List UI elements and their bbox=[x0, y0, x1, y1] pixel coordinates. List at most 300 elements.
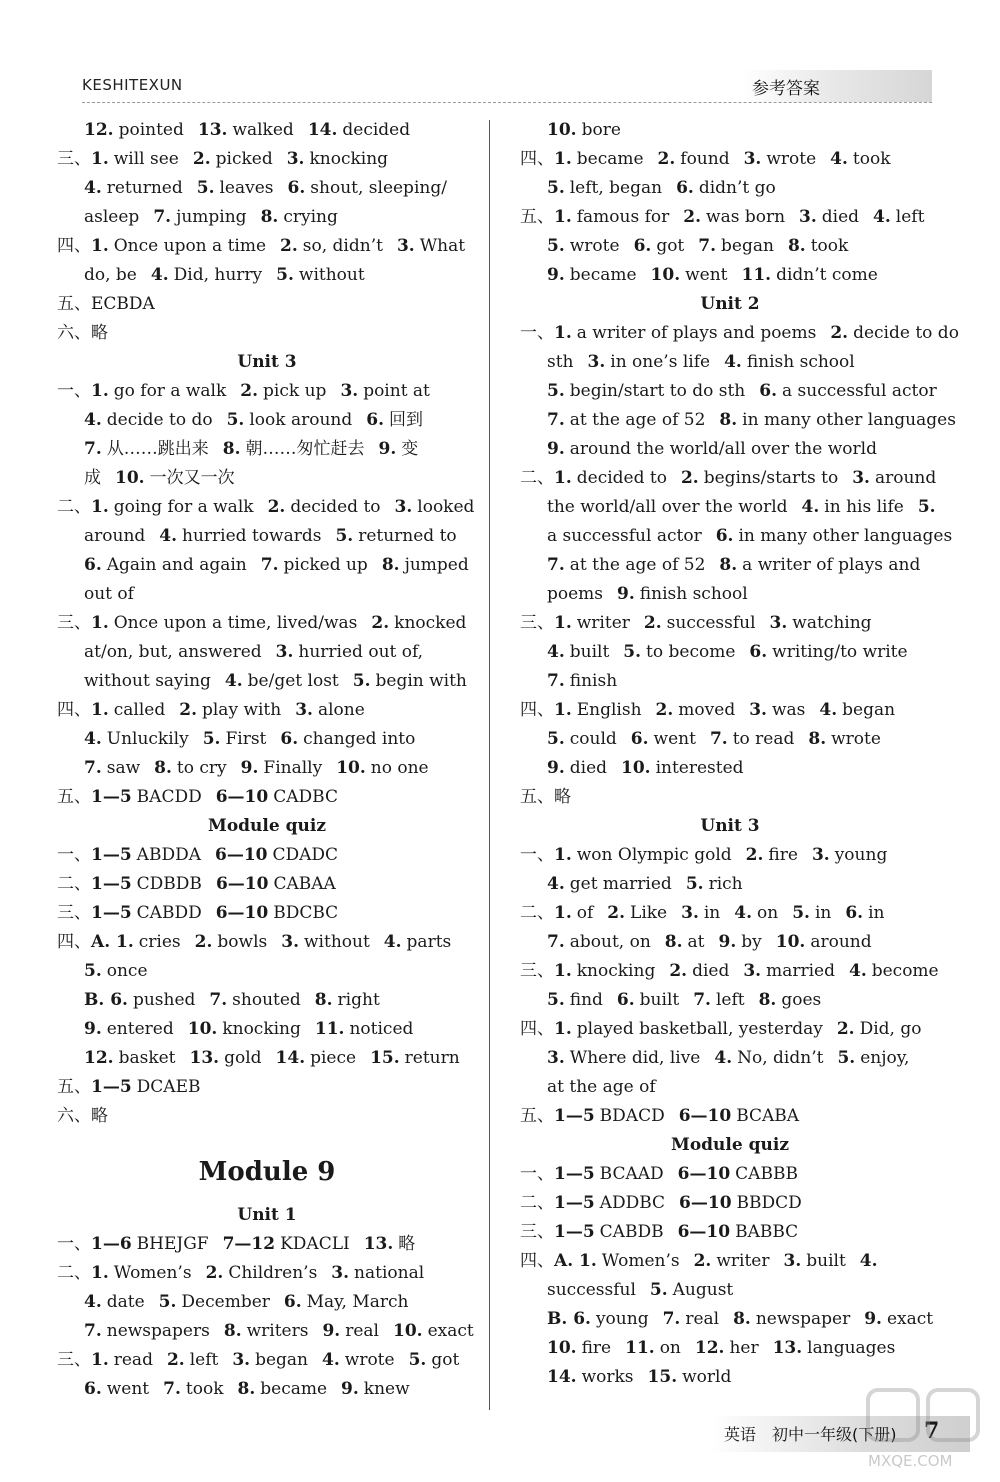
answer-text: took bbox=[810, 236, 849, 256]
answer-item bbox=[547, 236, 620, 256]
answer-text: writer bbox=[716, 1251, 770, 1271]
answer-item bbox=[547, 1048, 700, 1068]
answer-item bbox=[812, 845, 887, 865]
answer-number: 4. bbox=[159, 526, 178, 546]
answer-text: on bbox=[757, 903, 779, 923]
answer-item bbox=[799, 207, 859, 227]
answer-item bbox=[830, 149, 890, 169]
answer-number: 5. bbox=[547, 178, 565, 198]
answer-line bbox=[520, 957, 940, 986]
answer-number: 8. bbox=[223, 1321, 242, 1341]
answer-text: Women’s bbox=[601, 1251, 680, 1271]
answer-text: was born bbox=[706, 207, 786, 227]
answer-number: 6. bbox=[630, 729, 649, 749]
section-marker: 二、 bbox=[520, 468, 554, 488]
answer-text: point at bbox=[363, 381, 430, 401]
answer-text: CDADC bbox=[272, 845, 339, 865]
answer-text: left, began bbox=[569, 178, 663, 198]
answer-line bbox=[57, 1346, 477, 1375]
answer-text: went bbox=[106, 1379, 150, 1399]
answer-number: 5. bbox=[623, 642, 642, 662]
answer-line bbox=[57, 783, 477, 812]
answer-text: Again and again bbox=[106, 555, 247, 575]
answer-item bbox=[91, 1077, 201, 1097]
answer-line bbox=[57, 145, 477, 174]
answer-item bbox=[215, 845, 338, 865]
answer-item bbox=[679, 1193, 802, 1213]
answer-line bbox=[57, 667, 477, 696]
answer-item bbox=[650, 1280, 733, 1300]
answer-number: 4. bbox=[714, 1048, 733, 1068]
answer-item bbox=[554, 903, 593, 923]
answer-text: enjoy, bbox=[860, 1048, 910, 1068]
answer-text: languages bbox=[807, 1338, 896, 1358]
answer-item bbox=[284, 1292, 409, 1312]
answer-line bbox=[520, 1073, 940, 1102]
answer-item bbox=[223, 1234, 350, 1254]
answer-item bbox=[547, 526, 702, 546]
answer-number: 1. bbox=[91, 381, 109, 401]
section-marker: 五、 bbox=[520, 1106, 554, 1126]
answer-text: First bbox=[225, 729, 267, 749]
answer-text: young bbox=[595, 1309, 649, 1329]
answer-item bbox=[547, 729, 617, 749]
answer-number: 3. bbox=[281, 932, 299, 952]
answer-item bbox=[631, 729, 696, 749]
answer-text: wrote bbox=[344, 1350, 395, 1370]
answer-text: ABDDA bbox=[136, 845, 201, 865]
answer-text: knocking bbox=[309, 149, 389, 169]
answer-item bbox=[694, 1251, 770, 1271]
answer-number: 2. bbox=[607, 903, 626, 923]
answer-item bbox=[84, 729, 189, 749]
answer-item bbox=[710, 729, 794, 749]
answer-item bbox=[554, 468, 667, 488]
answer-text: play with bbox=[201, 700, 282, 720]
answer-text: to cry bbox=[176, 758, 227, 778]
answer-item bbox=[554, 1164, 664, 1184]
section-marker: 三、 bbox=[57, 903, 91, 923]
answer-text: at bbox=[687, 932, 705, 952]
answer-text: 成 bbox=[84, 468, 101, 488]
answer-item bbox=[808, 729, 881, 749]
answer-item bbox=[84, 468, 101, 488]
answer-line bbox=[57, 580, 477, 609]
answer-line bbox=[57, 174, 477, 203]
answer-number: 6—10 bbox=[679, 1193, 732, 1213]
answer-number: 1—5 bbox=[554, 1193, 595, 1213]
section-marker: 五、 bbox=[520, 787, 554, 807]
answer-number: 1. bbox=[91, 149, 109, 169]
answer-text: entered bbox=[106, 1019, 174, 1039]
answer-item bbox=[547, 1367, 634, 1387]
answer-text: played basketball, yesterday bbox=[576, 1019, 823, 1039]
answer-item bbox=[366, 410, 423, 430]
answer-item bbox=[216, 874, 336, 894]
answer-text: asleep bbox=[84, 207, 140, 227]
answer-item bbox=[91, 294, 155, 314]
answer-item bbox=[547, 265, 637, 285]
column-divider bbox=[489, 120, 490, 1410]
answer-item bbox=[84, 120, 184, 140]
answer-text: English bbox=[576, 700, 642, 720]
answer-text: going for a walk bbox=[113, 497, 254, 517]
answer-item bbox=[91, 874, 202, 894]
answer-item bbox=[554, 613, 630, 633]
answer-text: took bbox=[852, 149, 891, 169]
answer-text: 一次又一次 bbox=[149, 468, 235, 488]
section-marker: 一、 bbox=[57, 845, 91, 865]
answer-item bbox=[163, 1379, 223, 1399]
answer-item bbox=[830, 323, 959, 343]
answer-text: watching bbox=[792, 613, 872, 633]
answer-item bbox=[698, 236, 774, 256]
answer-item bbox=[206, 1263, 318, 1283]
answer-text: read bbox=[113, 1350, 153, 1370]
answer-text: begin/start to do sth bbox=[569, 381, 746, 401]
answer-number: 2. bbox=[657, 149, 676, 169]
answer-item bbox=[84, 584, 134, 604]
answer-number: 1. bbox=[554, 961, 572, 981]
answer-item bbox=[547, 758, 607, 778]
answer-number: 5. bbox=[547, 381, 565, 401]
section-marker: 五、 bbox=[57, 787, 91, 807]
answer-item bbox=[261, 207, 338, 227]
answer-number: 3. bbox=[340, 381, 359, 401]
page-header bbox=[82, 70, 932, 103]
answer-text: a writer of plays and poems bbox=[576, 323, 817, 343]
answer-number: 4. bbox=[224, 671, 243, 691]
answer-text: Once upon a time, lived/was bbox=[113, 613, 358, 633]
answer-item bbox=[686, 874, 743, 894]
answer-text: ECBDA bbox=[91, 294, 155, 314]
answer-text: decided to bbox=[290, 497, 381, 517]
section-marker: 二、 bbox=[57, 497, 91, 517]
answer-text: go for a walk bbox=[113, 381, 227, 401]
answer-line bbox=[520, 261, 940, 290]
answer-item bbox=[159, 526, 321, 546]
answer-line bbox=[57, 870, 477, 899]
answer-line bbox=[57, 725, 477, 754]
answer-number: 7. bbox=[260, 555, 279, 575]
answer-item bbox=[693, 990, 744, 1010]
section-marker: 四、 bbox=[57, 932, 91, 952]
section-heading: Unit 2 bbox=[700, 294, 760, 314]
answer-number: 1—5 bbox=[91, 1077, 132, 1097]
answer-item bbox=[678, 1222, 799, 1242]
answer-number: 5. bbox=[276, 265, 294, 285]
answer-line bbox=[520, 319, 959, 348]
section-heading: Module quiz bbox=[208, 816, 326, 836]
answer-item bbox=[783, 1251, 845, 1271]
answer-text: exact bbox=[427, 1321, 474, 1341]
answer-item bbox=[554, 1106, 665, 1126]
answer-item bbox=[340, 381, 429, 401]
answer-number: 5. bbox=[226, 410, 245, 430]
answer-item bbox=[84, 207, 139, 227]
answer-line bbox=[520, 841, 940, 870]
answer-item bbox=[547, 120, 621, 140]
answer-number: 3. bbox=[783, 1251, 802, 1271]
answer-item bbox=[873, 207, 924, 227]
answer-text: right bbox=[337, 990, 380, 1010]
answer-text: Did, hurry bbox=[173, 265, 263, 285]
answer-item bbox=[744, 149, 817, 169]
answer-number: 11. bbox=[741, 265, 772, 285]
answer-line bbox=[57, 928, 477, 957]
answer-item bbox=[91, 149, 179, 169]
answer-text: writing/to write bbox=[772, 642, 908, 662]
answer-number: 7. bbox=[84, 439, 102, 459]
section-heading: Module quiz bbox=[671, 1135, 789, 1155]
answer-number: 8. bbox=[314, 990, 333, 1010]
answer-number: 6—10 bbox=[214, 845, 268, 865]
answer-text: knocking bbox=[576, 961, 656, 981]
answer-number: 6. bbox=[633, 236, 652, 256]
answer-number: 1—5 bbox=[554, 1106, 595, 1126]
answer-text: of bbox=[576, 903, 594, 923]
answer-number: 8. bbox=[719, 410, 738, 430]
answer-item bbox=[554, 1251, 680, 1271]
answer-number: 6—10 bbox=[215, 787, 269, 807]
answer-item bbox=[203, 729, 267, 749]
answer-text: died bbox=[692, 961, 730, 981]
answer-item bbox=[554, 787, 571, 807]
answer-number: 7. bbox=[547, 671, 565, 691]
answer-item bbox=[84, 1379, 149, 1399]
answer-item bbox=[268, 497, 381, 517]
answer-text: writers bbox=[246, 1321, 309, 1341]
answer-number: 9. bbox=[547, 758, 565, 778]
answer-item bbox=[547, 584, 603, 604]
answer-number: 2. bbox=[655, 700, 674, 720]
answer-number: 9. bbox=[617, 584, 635, 604]
answer-number: 8. bbox=[787, 236, 806, 256]
answer-text: in one’s life bbox=[610, 352, 711, 372]
answer-line bbox=[57, 377, 477, 406]
answer-text: piece bbox=[310, 1048, 357, 1068]
answer-item bbox=[315, 990, 380, 1010]
section-marker: 三、 bbox=[57, 149, 91, 169]
answer-line bbox=[520, 1305, 940, 1334]
answer-text: look around bbox=[249, 410, 353, 430]
answer-number: 6. bbox=[759, 381, 777, 401]
answer-line bbox=[57, 1288, 477, 1317]
answer-text: Like bbox=[630, 903, 668, 923]
answer-item bbox=[84, 642, 262, 662]
section-heading: Unit 3 bbox=[237, 352, 297, 372]
answer-number: 7. bbox=[662, 1309, 681, 1329]
answer-text: alone bbox=[317, 700, 365, 720]
answer-number: 2. bbox=[192, 149, 211, 169]
answer-item bbox=[216, 787, 338, 807]
answer-item bbox=[238, 1379, 328, 1399]
answer-text: What bbox=[419, 236, 466, 256]
answer-text: so, didn’t bbox=[302, 236, 383, 256]
answer-number: 10. bbox=[547, 120, 577, 140]
answer-text: changed into bbox=[303, 729, 416, 749]
answer-text: her bbox=[729, 1338, 759, 1358]
answer-text: went bbox=[653, 729, 696, 749]
answer-text: decide to do bbox=[853, 323, 959, 343]
answer-item bbox=[802, 497, 904, 517]
answer-number: 13. bbox=[197, 120, 228, 140]
answer-line bbox=[520, 1160, 940, 1189]
answer-text: moved bbox=[678, 700, 736, 720]
answer-text: in bbox=[814, 903, 832, 923]
answer-text: CADBC bbox=[273, 787, 338, 807]
answer-number: 4. bbox=[873, 207, 891, 227]
answer-text: without bbox=[304, 932, 370, 952]
answer-number: 4. bbox=[801, 497, 820, 517]
answer-item bbox=[547, 381, 745, 401]
answer-item bbox=[153, 207, 246, 227]
answer-number: 1. bbox=[91, 700, 109, 720]
answer-item bbox=[644, 613, 756, 633]
answer-line bbox=[520, 232, 940, 261]
answer-number: 9. bbox=[341, 1379, 359, 1399]
answer-text: pushed bbox=[132, 990, 196, 1010]
answer-text: began bbox=[255, 1350, 309, 1370]
answer-item bbox=[91, 497, 254, 517]
answer-text: wrote bbox=[766, 149, 817, 169]
answer-number: 7. bbox=[163, 1379, 181, 1399]
answer-item bbox=[746, 845, 798, 865]
answer-item bbox=[695, 1338, 759, 1358]
answer-item bbox=[547, 932, 651, 952]
answer-text: BDCBC bbox=[273, 903, 339, 923]
answer-number: 5. bbox=[547, 729, 565, 749]
answer-number: 3. bbox=[769, 613, 788, 633]
answer-item bbox=[84, 178, 183, 198]
answer-number: 4. bbox=[84, 729, 102, 749]
answer-number: 4. bbox=[150, 265, 169, 285]
answer-text: a writer of plays and bbox=[742, 555, 921, 575]
answer-text: won Olympic gold bbox=[576, 845, 732, 865]
answer-line bbox=[520, 1247, 940, 1276]
answer-number: 2. bbox=[194, 932, 213, 952]
answer-item bbox=[547, 439, 877, 459]
answer-item bbox=[197, 178, 274, 198]
section-marker: 五、 bbox=[520, 207, 554, 227]
answer-line bbox=[57, 406, 477, 435]
answer-text: Where did, live bbox=[569, 1048, 701, 1068]
answer-item bbox=[154, 758, 226, 778]
answer-item bbox=[335, 526, 456, 546]
section-marker: 一、 bbox=[520, 1164, 554, 1184]
answer-number: 4. bbox=[322, 1350, 340, 1370]
answer-text: became bbox=[260, 1379, 328, 1399]
answer-text: will see bbox=[113, 149, 179, 169]
answer-number: 6—10 bbox=[215, 874, 269, 894]
answer-number: 14. bbox=[307, 120, 338, 140]
answer-text: finish bbox=[569, 671, 618, 691]
answer-text: national bbox=[354, 1263, 425, 1283]
answer-line bbox=[57, 696, 477, 725]
answer-line bbox=[520, 667, 940, 696]
answer-number: 1. bbox=[554, 323, 572, 343]
section-marker: 三、 bbox=[520, 613, 554, 633]
answer-number: 10. bbox=[650, 265, 681, 285]
section-marker: 五、 bbox=[57, 294, 91, 314]
answer-text: CABAA bbox=[273, 874, 336, 894]
answer-text: decided to bbox=[576, 468, 667, 488]
answer-item bbox=[554, 149, 644, 169]
answer-item bbox=[216, 903, 338, 923]
answer-line bbox=[520, 348, 940, 377]
answer-line bbox=[57, 522, 477, 551]
answer-number: B. 6. bbox=[84, 990, 128, 1010]
answer-item bbox=[384, 932, 451, 952]
answer-text: finish school bbox=[746, 352, 855, 372]
answer-text: CABBB bbox=[735, 1164, 798, 1184]
answer-item bbox=[852, 468, 936, 488]
answer-item bbox=[547, 1077, 656, 1097]
answer-text: at the age of bbox=[547, 1077, 656, 1097]
answer-text: fire bbox=[581, 1338, 612, 1358]
answer-text: goes bbox=[781, 990, 822, 1010]
answer-text: without bbox=[298, 265, 365, 285]
header-title-bar bbox=[742, 70, 932, 102]
answer-number: 8. bbox=[719, 555, 738, 575]
answer-line bbox=[57, 1102, 477, 1131]
header-title: 参考答案 bbox=[752, 79, 820, 99]
answer-text: shout, sleeping/ bbox=[310, 178, 447, 198]
answer-text: BCABA bbox=[736, 1106, 800, 1126]
answer-number: 8. bbox=[664, 932, 683, 952]
answer-item bbox=[759, 381, 936, 401]
answer-text: basket bbox=[118, 1048, 176, 1068]
answer-text: left bbox=[895, 207, 925, 227]
answer-number: 4. bbox=[734, 903, 753, 923]
section-marker: 三、 bbox=[520, 1222, 554, 1242]
answer-item bbox=[227, 410, 353, 430]
answer-item bbox=[554, 961, 655, 981]
answer-number: 7. bbox=[547, 410, 565, 430]
answer-text: around bbox=[810, 932, 872, 952]
answer-number: 3. bbox=[286, 149, 305, 169]
answer-item bbox=[607, 903, 667, 923]
answer-line bbox=[57, 638, 477, 667]
answer-number: 2. bbox=[179, 700, 197, 720]
answer-text: knocked bbox=[394, 613, 467, 633]
answer-item bbox=[84, 439, 209, 459]
answer-text: BHEJGF bbox=[136, 1234, 209, 1254]
answer-item bbox=[288, 178, 447, 198]
answer-number: 9. bbox=[864, 1309, 882, 1329]
answer-number: 7. bbox=[698, 236, 717, 256]
answer-number: 10. bbox=[115, 468, 145, 488]
answer-number: 7. bbox=[547, 932, 565, 952]
answer-text: knew bbox=[363, 1379, 410, 1399]
answer-line bbox=[57, 435, 477, 464]
answer-text: a successful actor bbox=[547, 526, 702, 546]
answer-line bbox=[520, 1334, 940, 1363]
answer-item bbox=[547, 1338, 611, 1358]
answer-item bbox=[658, 149, 730, 169]
answer-number: 1. bbox=[91, 1263, 109, 1283]
answer-item bbox=[547, 1280, 636, 1300]
answer-text: BABBC bbox=[735, 1222, 799, 1242]
answer-text: wrote bbox=[569, 236, 620, 256]
answer-item bbox=[554, 1019, 823, 1039]
answer-text: built bbox=[806, 1251, 846, 1271]
answer-line bbox=[57, 493, 477, 522]
answer-line bbox=[520, 1015, 940, 1044]
answer-item bbox=[714, 1048, 823, 1068]
answer-line bbox=[57, 1015, 477, 1044]
answer-text: find bbox=[569, 990, 603, 1010]
